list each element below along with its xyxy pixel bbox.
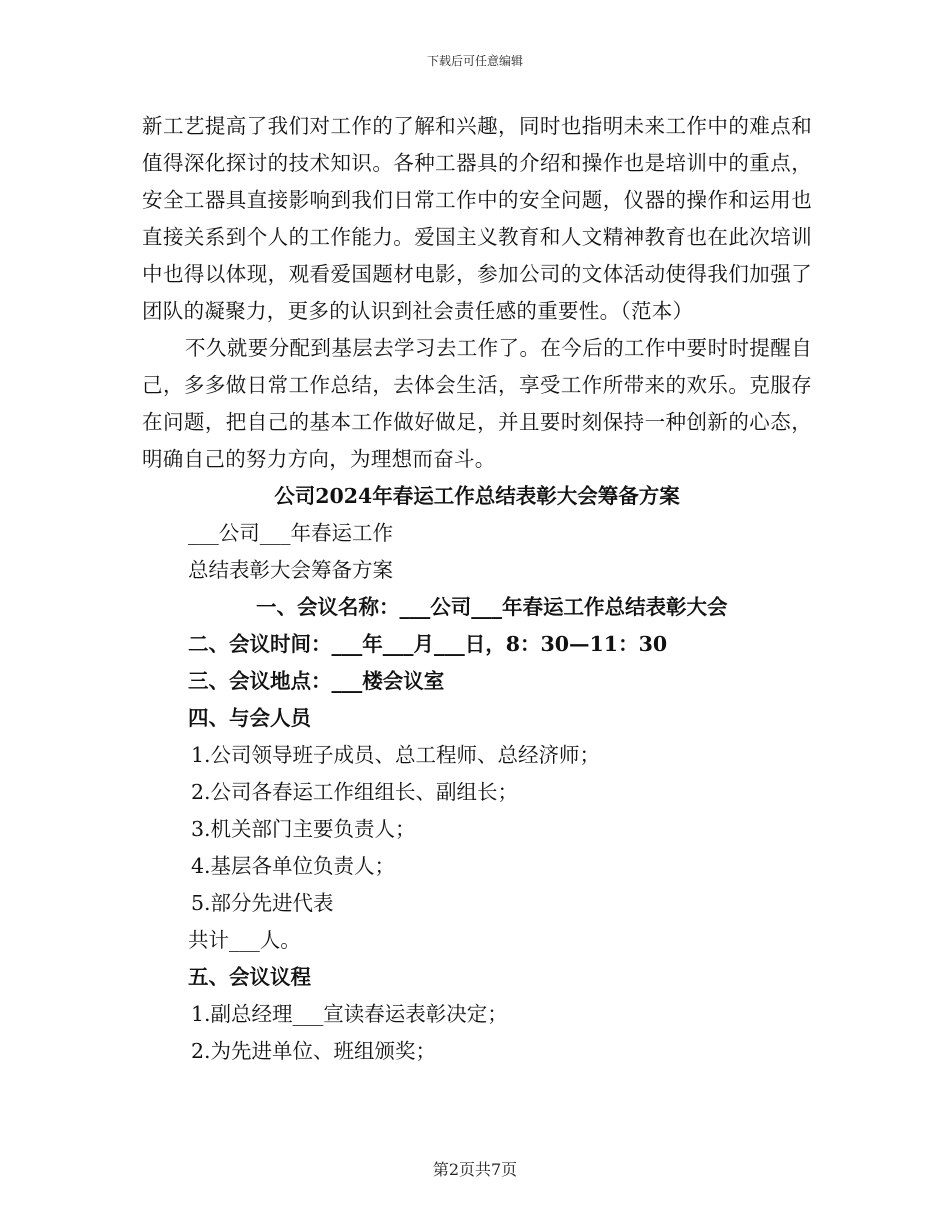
- section-agenda: 五、会议议程: [188, 965, 311, 989]
- section-meeting-location: 三、会议地点：___楼会议室: [188, 669, 445, 693]
- page-content: [142, 108, 812, 1070]
- body-paragraph-1: 新工艺提高了我们对工作的了解和兴趣，同时也指明未来工作中的难点和值得深化探讨的技术知识。各种工器具的介绍和操作也是培训中的重点，安全工器具直接影响到我们日常工作中的安全问题，仪器的操作和运用也直接关系到个人的工作能力。爱国主义教育和人文精神教育也在此次培训中也得以体现，观看爱国题材电影，参加公司的文体活动使得我们加强了团队的凝聚力，更多的认识到社会责任感的重要性。（范本）: [142, 114, 812, 323]
- page-footer: 第2页共7页: [432, 1160, 518, 1179]
- document-subtitle-line2: 总结表彰大会筹备方案: [188, 558, 393, 582]
- document-subtitle-line1: ___公司___年春运工作: [188, 521, 393, 545]
- attendee-item: 4.基层各单位负责人；: [191, 854, 396, 878]
- attendee-item: 2.公司各春运工作组组长、副组长；: [191, 780, 519, 804]
- section-meeting-time: 二、会议时间：___年___月___日，8：30—11：30: [188, 632, 668, 656]
- section-attendees: 四、与会人员: [188, 706, 311, 730]
- attendee-item: 3.机关部门主要负责人；: [191, 817, 416, 841]
- agenda-item: 1.副总经理___宣读春运表彰决定；: [191, 1002, 508, 1026]
- attendee-item: 1.公司领导班子成员、总工程师、总经济师；: [191, 743, 601, 767]
- body-paragraph-2: 不久就要分配到基层去学习去工作了。在今后的工作中要时时提醒自己，多多做日常工作总结，去体会生活，享受工作所带来的欢乐。克服存在问题，把自己的基本工作做好做足，并且要时刻保持一种创新的心态，明确自己的努力方向，为理想而奋斗。: [142, 336, 812, 471]
- attendee-total: 共计___人。: [188, 928, 301, 952]
- page-header: 下载后可任意编辑: [426, 54, 523, 68]
- attendee-item: 5.部分先进代表: [191, 891, 334, 915]
- section-meeting-name: 一、会议名称：___公司___年春运工作总结表彰大会: [256, 595, 728, 619]
- document-title: 公司2024年春运工作总结表彰大会筹备方案: [274, 484, 680, 508]
- agenda-item: 2.为先进单位、班组颁奖；: [191, 1039, 437, 1063]
